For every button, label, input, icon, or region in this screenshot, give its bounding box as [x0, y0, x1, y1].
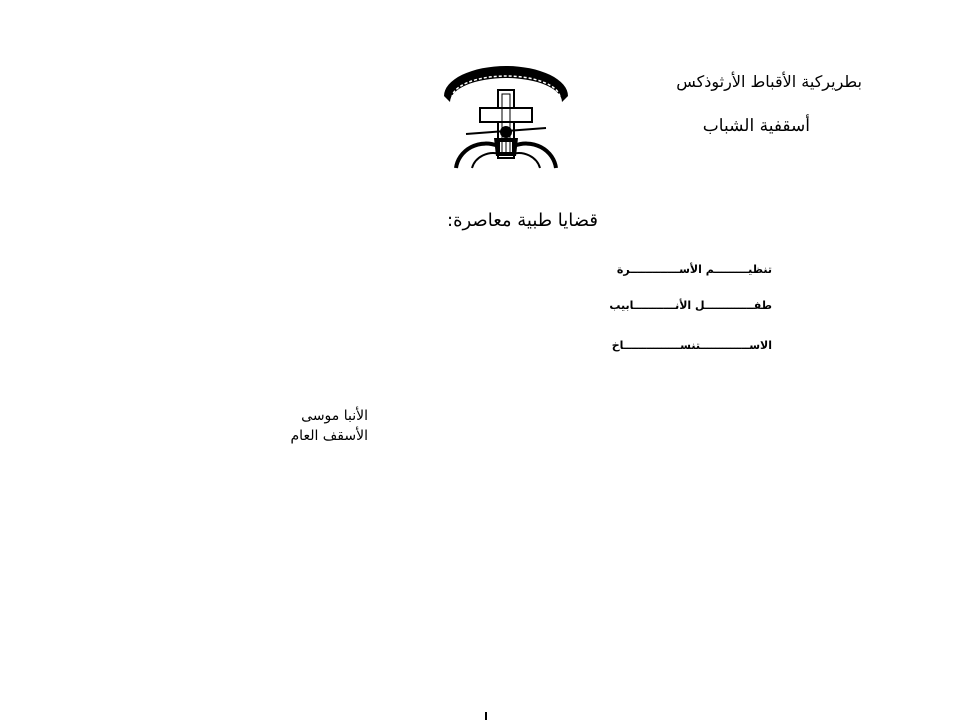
organization-subtitle: أسقفية الشباب — [702, 116, 810, 136]
author-role: الأسقف العام — [290, 428, 368, 444]
author-name: الأنبا موسى — [301, 408, 368, 424]
organization-name: بطريركية الأقباط الأرثوذكس — [676, 72, 862, 91]
coptic-cross-emblem-icon — [436, 66, 576, 170]
topic-item: طفـــــــــــــل الأنـــــــــــابيب — [609, 299, 772, 312]
topic-item: الاســـــــــــــتنســـــــــــــــاخ — [611, 339, 772, 352]
author-block — [291, 406, 368, 446]
page-mark — [485, 712, 487, 720]
document-title: قضايا طبية معاصرة: — [447, 210, 598, 231]
topic-item: تنظيـــــــــم الأســـــــــــــرة — [616, 263, 772, 276]
